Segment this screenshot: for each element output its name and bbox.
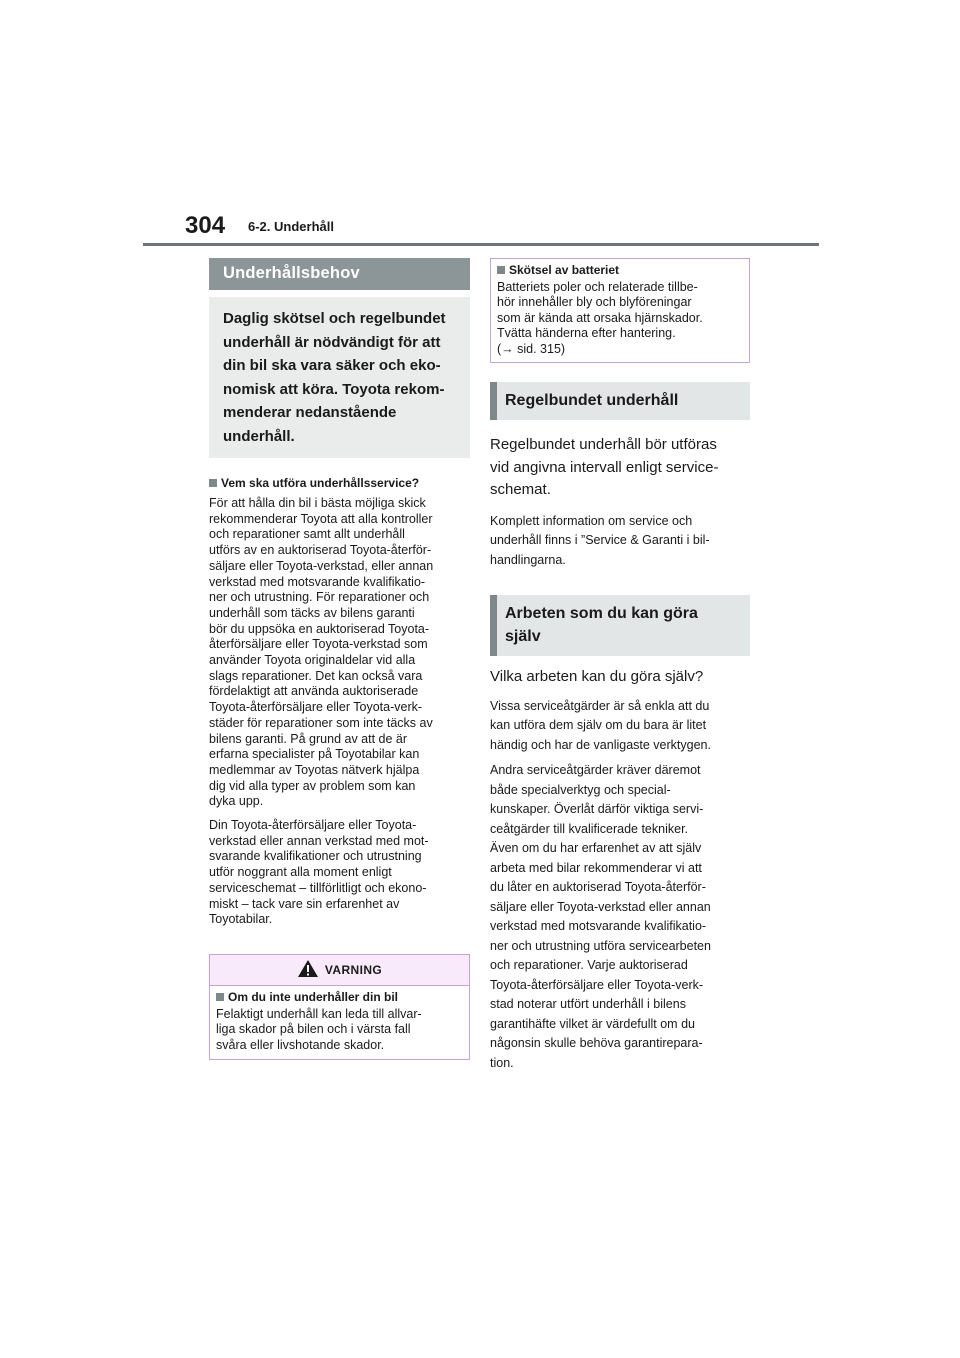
intro-line: underhåll är nödvändigt för att <box>223 333 441 351</box>
text-line: själv <box>505 628 541 646</box>
warning-triangle-icon <box>297 959 319 981</box>
intro-line: din bil ska vara säker och eko- <box>223 357 441 374</box>
text-line: garantihäfte vilket är värdefullt om du <box>490 1016 695 1031</box>
text-line: dyka upp. <box>209 794 264 809</box>
text-line: Toyotabilar. <box>209 912 273 927</box>
text-line: svåra eller livshotande skador. <box>216 1037 385 1052</box>
regular-text <box>490 512 750 571</box>
section-title-regelbundet: Regelbundet underhåll <box>490 382 750 420</box>
warning-box <box>209 954 470 1060</box>
text-line: Andra serviceåtgärder kräver däremot <box>490 763 701 778</box>
text-line: Vissa serviceåtgärder är så enkla att du <box>490 698 710 713</box>
text-line: hör innehåller bly och blyföreningar <box>497 295 692 310</box>
right-column <box>490 258 750 1079</box>
text-line: medlemmar av Toyotas nätverk hjälpa <box>209 762 420 777</box>
text-line: tion. <box>490 1055 514 1070</box>
text-line: underhåll finns i ”Service & Garanti i bil- <box>490 533 710 548</box>
warning-text <box>216 1007 463 1053</box>
text-line: verkstad med motsvarande kvalifikatio- <box>490 919 707 934</box>
left-column <box>209 258 470 1060</box>
text-line: verkstad eller annan verkstad med mot- <box>209 833 429 848</box>
square-bullet-icon <box>497 266 505 274</box>
text-line: arbeta med bilar rekommenderar vi att <box>490 860 702 875</box>
intro-line: menderar nedanstående <box>223 404 397 421</box>
page-reference: (→ sid. 315) <box>497 341 566 356</box>
text-line: både specialverktyg och special- <box>490 782 671 797</box>
battery-heading: Skötsel av batteriet <box>497 263 743 277</box>
text-line: Felaktigt underhåll kan leda till allvar- <box>216 1006 422 1021</box>
regular-lead <box>490 434 750 502</box>
sub-heading-who-services: Vem ska utföra underhållsservice? <box>209 476 470 490</box>
battery-text <box>497 280 743 357</box>
text-line: utförs av en auktoriserad Toyota-återför- <box>209 543 432 558</box>
text-line: ner och utrustning. För reparationer och <box>209 590 430 605</box>
text-line: bilens garanti. På grund av att de är <box>209 731 408 746</box>
text-line: rekommenderar Toyota att alla kontroller <box>209 511 433 526</box>
text-line: För att hålla din bil i bästa möjliga skick <box>209 496 426 510</box>
square-bullet-icon <box>209 479 217 487</box>
text-line: Toyota-återförsäljare eller Toyota-verk- <box>209 700 423 715</box>
text-line: ner och utrustning utföra servicearbeten <box>490 938 711 953</box>
text-line: erfarna specialister på Toyotabilar kan <box>209 747 420 762</box>
text-line: serviceschemat – tillförlitligt och ekono- <box>209 880 427 895</box>
text-line: dig vid alla typer av problem som kan <box>209 778 416 793</box>
text-line: Arbeten som du kan göra <box>505 605 698 623</box>
text-line: Batteriets poler och relaterade tillbe- <box>497 280 698 294</box>
text-line: miskt – tack vare sin erfarenhet av <box>209 896 400 911</box>
text-line: och reparationer samt allt underhåll <box>209 527 405 542</box>
warning-label: VARNING <box>324 962 383 977</box>
battery-info-box <box>490 258 750 363</box>
text-line: stad noterar utfört underhåll i bilens <box>490 997 686 1012</box>
warning-heading: Om du inte underhåller din bil <box>216 990 463 1004</box>
text-line: verkstad med motsvarande kvalifikatio- <box>209 574 426 589</box>
text-line: schemat. <box>490 481 551 499</box>
chapter-title: 6-2. Underhåll <box>248 219 334 234</box>
text-line: slags reparationer. Det kan också vara <box>209 668 423 683</box>
diy-para1 <box>490 697 750 756</box>
text-line: händig och har de vanligaste verktygen. <box>490 737 711 752</box>
text-line: säljare eller Toyota-verkstad eller annan <box>490 899 711 914</box>
text-line: säljare eller Toyota-verkstad, eller annan <box>209 558 434 573</box>
section-title-diy <box>490 595 750 656</box>
text-line: Tvätta händerna efter hantering. <box>497 326 676 341</box>
text-line: Regelbundet underhåll bör utföras <box>490 436 717 454</box>
text-line: underhåll som täcks av bilens garanti <box>209 605 415 620</box>
intro-line: underhåll. <box>223 427 295 445</box>
text-line: liga skador på bilen och i värsta fall <box>216 1022 411 1037</box>
diy-para2 <box>490 761 750 1073</box>
text-line: Din Toyota-återförsäljare eller Toyota- <box>209 818 417 833</box>
text-line: fördelaktigt att använda auktoriserade <box>209 684 419 699</box>
paragraph-dealer <box>209 818 470 928</box>
text-line: någonsin skulle behöva garantirepara- <box>490 1036 703 1051</box>
text-line: handlingarna. <box>490 552 566 567</box>
text-line: som är kända att orsaka hjärnskador. <box>497 310 703 325</box>
text-line: och reparationer. Varje auktoriserad <box>490 958 688 973</box>
intro-line: nomisk att köra. Toyota rekom- <box>223 380 445 398</box>
text-line: vid angivna intervall enligt service- <box>490 458 719 476</box>
text-line: du låter en auktoriserad Toyota-återför- <box>490 880 706 895</box>
text-line: kan utföra dem själv om du bara är litet <box>490 718 707 733</box>
text-line: bör du uppsöka en auktoriserad Toyota- <box>209 621 430 636</box>
text-line: Komplett information om service och <box>490 513 693 528</box>
diy-lead: Vilka arbeten kan du göra själv? <box>490 668 704 686</box>
warning-content <box>210 986 469 1059</box>
page-number: 304 <box>185 212 226 239</box>
text-line: svarande kvalifikationer och utrustning <box>209 849 422 864</box>
square-bullet-icon <box>216 993 224 1001</box>
text-line: ceåtgärder till kvalificerade tekniker. <box>490 821 689 836</box>
header-divider <box>143 243 819 246</box>
text-line: Även om du har erfarenhet av att själv <box>490 841 702 856</box>
warning-header <box>210 955 469 986</box>
section-title-underhallsbehov: Underhållsbehov <box>209 258 470 290</box>
intro-box <box>209 297 470 458</box>
text-line: återförsäljare eller Toyota-verkstad som <box>209 637 428 652</box>
text-line: städer för reparationer som inte täcks av <box>209 715 433 730</box>
text-line: Toyota-återförsäljare eller Toyota-verk- <box>490 977 704 992</box>
intro-line: Daglig skötsel och regelbundet <box>223 310 446 327</box>
text-line: kunskaper. Överlåt därför viktiga servi- <box>490 802 704 817</box>
paragraph-recommendation <box>209 496 470 810</box>
text-line: utför noggrant alla moment enligt <box>209 865 392 880</box>
text-line: använder Toyota originaldelar vid alla <box>209 653 416 668</box>
